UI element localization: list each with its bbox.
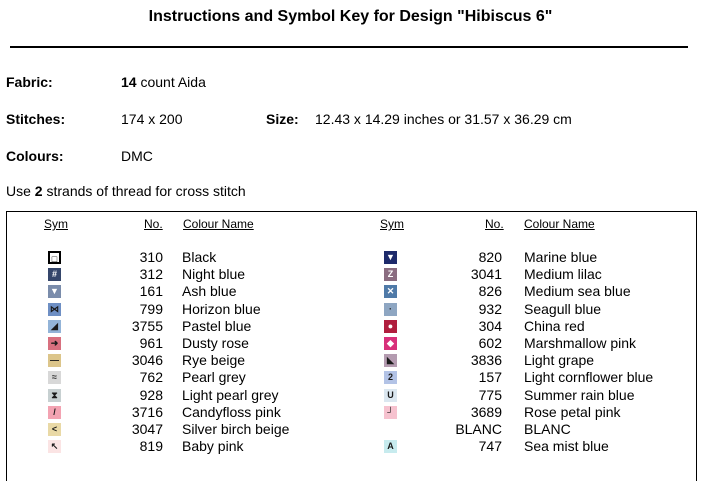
colour-name: Rose petal pink — [524, 403, 621, 420]
symbol-swatch-icon: ┘ — [384, 406, 397, 419]
dmc-number: 312 — [139, 266, 163, 283]
symbol-swatch-icon: ▼ — [384, 251, 397, 264]
colours-value: DMC — [121, 148, 153, 164]
fabric-value — [121, 74, 206, 90]
symbol-swatch-icon: ↖ — [48, 440, 61, 453]
header-sym-right: Sym — [380, 217, 404, 231]
dmc-number: 3836 — [470, 352, 502, 369]
colour-name: China red — [524, 317, 585, 334]
key-row-right — [0, 438, 701, 455]
dmc-number: 928 — [139, 386, 163, 403]
symbol-swatch-icon: ◆ — [384, 337, 397, 350]
header-colour-name-right: Colour Name — [524, 217, 595, 231]
symbol-swatch-icon: ◢ — [48, 320, 61, 333]
symbol-swatch-icon: ⧗ — [48, 389, 61, 402]
dmc-number: 3047 — [131, 421, 163, 437]
dmc-number: 310 — [139, 249, 163, 265]
key-row-right — [0, 404, 701, 421]
key-row-right — [0, 266, 701, 283]
colour-name: Night blue — [182, 266, 246, 283]
colour-name: Medium sea blue — [524, 283, 631, 300]
colour-name: Summer rain blue — [524, 386, 635, 403]
strands-note-post: strands of thread for cross stitch — [42, 183, 246, 199]
key-row-right — [0, 421, 701, 438]
fabric-count: 14 — [121, 74, 137, 90]
dmc-number: 304 — [478, 317, 502, 334]
key-row-right — [0, 352, 701, 369]
colour-name: Black — [182, 249, 217, 265]
strands-count: 2 — [34, 183, 43, 199]
dmc-number: 820 — [478, 249, 502, 265]
symbol-swatch-icon: A — [384, 440, 397, 453]
colour-name: Seagull blue — [524, 300, 602, 317]
dmc-number: 161 — [139, 283, 163, 300]
header-no-right: No. — [485, 217, 504, 231]
colour-name: Dusty rose — [182, 335, 249, 351]
colour-name: Light grape — [524, 352, 595, 369]
dmc-number: 3046 — [131, 352, 163, 369]
symbol-swatch-icon: ➜ — [48, 337, 61, 350]
size-value: 12.43 x 14.29 inches or 31.57 x 36.29 cm — [315, 111, 572, 127]
colour-name: Pearl grey — [182, 369, 246, 386]
dmc-number: BLANC — [455, 421, 502, 437]
key-row-right — [0, 249, 701, 266]
header-colour-name-left: Colour Name — [183, 217, 254, 231]
colour-name: Light cornflower blue — [524, 369, 654, 386]
symbol-swatch-icon: · — [384, 303, 397, 316]
fabric-type: count Aida — [136, 74, 206, 90]
symbol-swatch-icon: ✕ — [384, 285, 397, 298]
colour-name: Marshmallow pink — [524, 335, 637, 351]
dmc-number: 157 — [478, 369, 502, 386]
dmc-number: 819 — [139, 438, 163, 455]
symbol-swatch-icon: ● — [384, 320, 397, 333]
symbol-swatch-icon: — — [50, 355, 59, 366]
stitches-label: Stitches: — [6, 111, 66, 127]
key-row-right — [0, 283, 701, 300]
colour-name: Sea mist blue — [524, 438, 609, 455]
symbol-swatch-icon: 2 — [384, 371, 397, 384]
symbol-swatch-icon — [384, 423, 397, 436]
dmc-number: 932 — [478, 300, 502, 317]
strands-note — [6, 183, 246, 199]
symbol-swatch-icon: < — [48, 423, 61, 436]
key-row-right — [0, 369, 701, 386]
stitches-value: 174 x 200 — [121, 111, 183, 127]
colour-name: Ash blue — [182, 283, 237, 300]
colour-name: Light pearl grey — [182, 386, 279, 403]
colour-name: Marine blue — [524, 249, 598, 265]
key-row-right — [0, 335, 701, 352]
colour-name: Medium lilac — [524, 266, 602, 283]
colour-name: Horizon blue — [182, 300, 261, 317]
symbol-swatch-icon: # — [48, 268, 61, 281]
dmc-number: 3755 — [131, 317, 163, 334]
dmc-number: 775 — [478, 386, 502, 403]
symbol-swatch-icon: ◣ — [384, 354, 397, 367]
symbol-swatch-icon: ⋈ — [50, 303, 59, 314]
dmc-number: 747 — [478, 438, 502, 455]
colour-name: Silver birch beige — [182, 421, 290, 437]
page-title: Instructions and Symbol Key for Design "Hibiscus 6" — [148, 8, 553, 25]
fabric-label: Fabric: — [6, 74, 53, 90]
key-row-right — [0, 387, 701, 404]
colour-name: Baby pink — [182, 438, 244, 455]
key-row-right — [0, 318, 701, 335]
colour-name: Rye beige — [182, 352, 246, 369]
symbol-swatch-icon: □ — [48, 251, 61, 264]
colours-label: Colours: — [6, 148, 64, 164]
dmc-number: 826 — [478, 283, 502, 300]
dmc-number: 762 — [139, 369, 163, 386]
dmc-number: 602 — [478, 335, 502, 351]
colour-name: Candyfloss pink — [182, 403, 281, 420]
colour-name: BLANC — [524, 421, 571, 437]
dmc-number: 3689 — [470, 403, 502, 420]
dmc-number: 799 — [139, 300, 163, 317]
header-sym-left: Sym — [44, 217, 68, 231]
symbol-swatch-icon: ▼ — [48, 285, 61, 298]
key-row-right — [0, 301, 701, 318]
dmc-number: 961 — [139, 335, 163, 351]
symbol-swatch-icon: U — [384, 389, 397, 402]
dmc-number: 3716 — [131, 403, 163, 420]
strands-note-pre: Use — [6, 183, 35, 199]
title-divider — [10, 46, 688, 48]
symbol-swatch-icon: ≈ — [48, 371, 61, 384]
symbol-swatch-icon: Z — [384, 268, 397, 281]
colour-name: Pastel blue — [182, 317, 252, 334]
dmc-number: 3041 — [470, 266, 502, 283]
symbol-swatch-icon: / — [48, 406, 61, 419]
header-no-left: No. — [144, 217, 163, 231]
size-label: Size: — [266, 111, 299, 127]
